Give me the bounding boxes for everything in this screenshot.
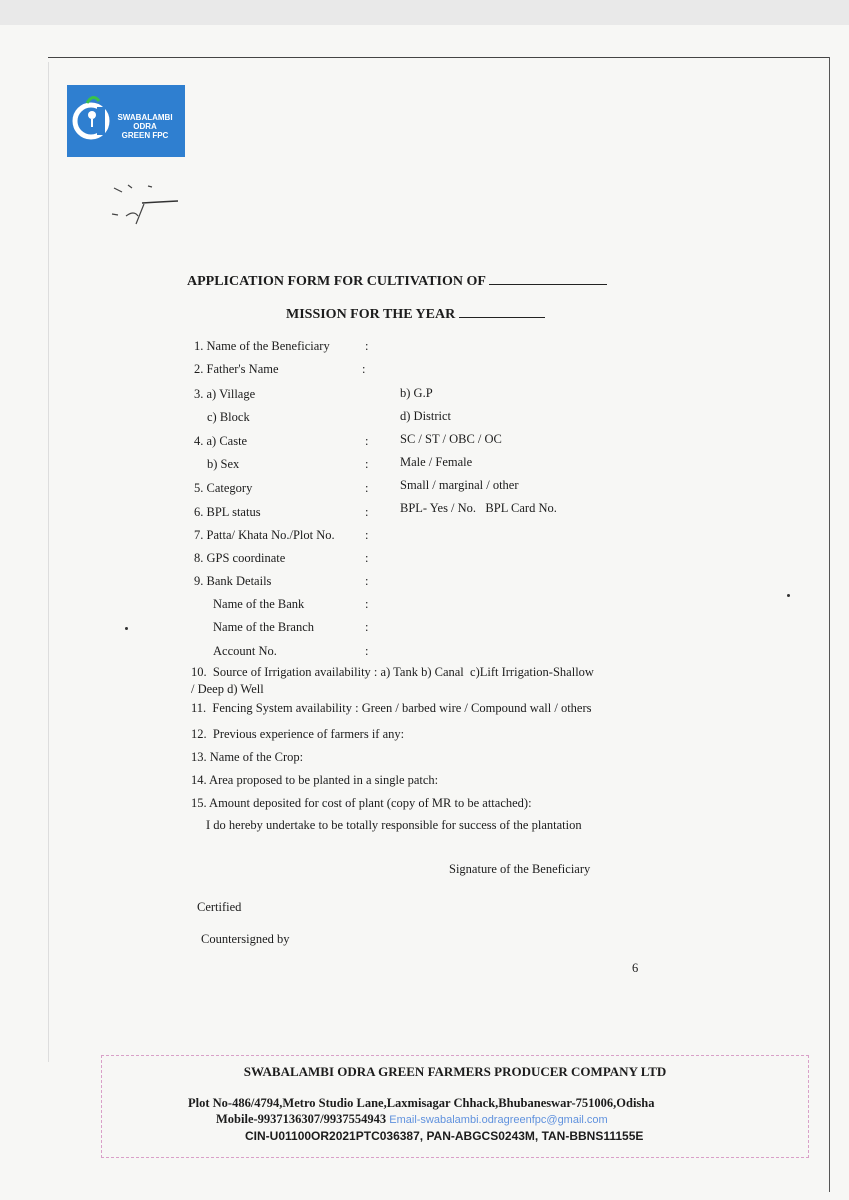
- year-blank[interactable]: [459, 317, 545, 318]
- form-title-text-2: MISSION FOR THE YEAR: [286, 307, 456, 322]
- field-village-label: 3. a) Village: [194, 387, 256, 401]
- colon: :: [365, 481, 369, 495]
- page-number: 6: [632, 961, 639, 975]
- field-block-label: c) Block: [207, 410, 250, 424]
- company-mobile: Mobile-9937136307/9937554943: [216, 1112, 387, 1126]
- colon: :: [365, 551, 369, 565]
- field-father-name-label: 2. Father's Name: [194, 362, 279, 376]
- colon: :: [365, 505, 369, 519]
- form-title-line-1: [187, 274, 607, 290]
- field-patta-khata-label: 7. Patta/ Khata No./Plot No.: [194, 528, 335, 542]
- field-crop-name-label: 13. Name of the Crop:: [191, 750, 304, 764]
- logo-line-2: GREEN FPC: [121, 131, 169, 140]
- page-border-right: [829, 57, 830, 1192]
- field-gps-label: 8. GPS coordinate: [194, 551, 286, 565]
- field-district-label: d) District: [400, 409, 452, 423]
- colon: :: [365, 434, 369, 448]
- caste-options[interactable]: SC / ST / OBC / OC: [400, 432, 502, 446]
- field-previous-experience-label: 12. Previous experience of farmers if any:: [191, 727, 405, 741]
- countersigned-label: Countersigned by: [201, 932, 290, 946]
- company-email[interactable]: Email-swabalambi.odragreenfpc@gmail.com: [389, 1114, 608, 1126]
- undertaking-statement: I do hereby undertake to be totally responsible for success of the plantation: [206, 818, 582, 832]
- form-title-text-1: APPLICATION FORM FOR CULTIVATION OF: [187, 274, 486, 289]
- field-amount-deposited-label: 15. Amount deposited for cost of plant (copy of MR to be attached):: [191, 796, 532, 810]
- logo-text: [107, 113, 183, 140]
- crop-name-blank[interactable]: [489, 284, 607, 285]
- scan-speck: [125, 627, 128, 630]
- company-contact: [216, 1112, 608, 1127]
- field-gp-label: b) G.P: [400, 386, 433, 400]
- beneficiary-signature-label: Signature of the Beneficiary: [449, 862, 591, 876]
- field-category-label: 5. Category: [194, 481, 253, 495]
- letterhead-footer: [101, 1055, 809, 1158]
- colon: :: [365, 597, 369, 611]
- field-bank-details-label: 9. Bank Details: [194, 574, 272, 588]
- company-registration-ids: CIN-U01100OR2021PTC036387, PAN-ABGCS0243M, TAN-BBNS11155E: [245, 1129, 644, 1143]
- page-border-left: [48, 62, 49, 1062]
- colon: :: [365, 528, 369, 542]
- field-bank-name-label: Name of the Bank: [213, 597, 305, 611]
- logo-line-1: SWABALAMBI ODRA: [117, 113, 173, 131]
- field-irrigation-label: 10. Source of Irrigation availability : a) Tank b) Canal c)Lift Irrigation-Shallow: [191, 665, 594, 679]
- colon: :: [365, 620, 369, 634]
- field-sex-label: b) Sex: [207, 457, 240, 471]
- colon: :: [365, 457, 369, 471]
- field-account-no-label: Account No.: [213, 644, 277, 658]
- form-title-line-2: [286, 307, 545, 323]
- sex-options[interactable]: Male / Female: [400, 455, 473, 469]
- field-area-proposed-label: 14. Area proposed to be planted in a single patch:: [191, 773, 439, 787]
- field-branch-name-label: Name of the Branch: [213, 620, 315, 634]
- company-address: Plot No-486/4794,Metro Studio Lane,Laxmisagar Chhack,Bhubaneswar-751006,Odisha: [188, 1096, 655, 1110]
- company-name: SWABALAMBI ODRA GREEN FARMERS PRODUCER COMPANY LTD: [243, 1064, 667, 1079]
- colon: :: [365, 574, 369, 588]
- handwritten-mark: [108, 180, 188, 225]
- field-beneficiary-name-label: 1. Name of the Beneficiary: [194, 339, 330, 353]
- category-options[interactable]: Small / marginal / other: [400, 478, 519, 492]
- page-border-top: [48, 57, 830, 58]
- field-fencing-label: 11. Fencing System availability : Green / barbed wire / Compound wall / others: [191, 701, 592, 715]
- colon: :: [365, 644, 369, 658]
- colon: :: [365, 339, 369, 353]
- field-irrigation-label-cont: / Deep d) Well: [191, 682, 264, 696]
- field-bpl-status-label: 6. BPL status: [194, 505, 261, 519]
- field-caste-label: 4. a) Caste: [194, 434, 248, 448]
- certified-label: Certified: [197, 900, 242, 914]
- colon: :: [362, 362, 366, 376]
- bpl-options[interactable]: BPL- Yes / No. BPL Card No.: [400, 501, 557, 515]
- company-logo: [67, 85, 185, 157]
- scan-speck: [787, 594, 790, 597]
